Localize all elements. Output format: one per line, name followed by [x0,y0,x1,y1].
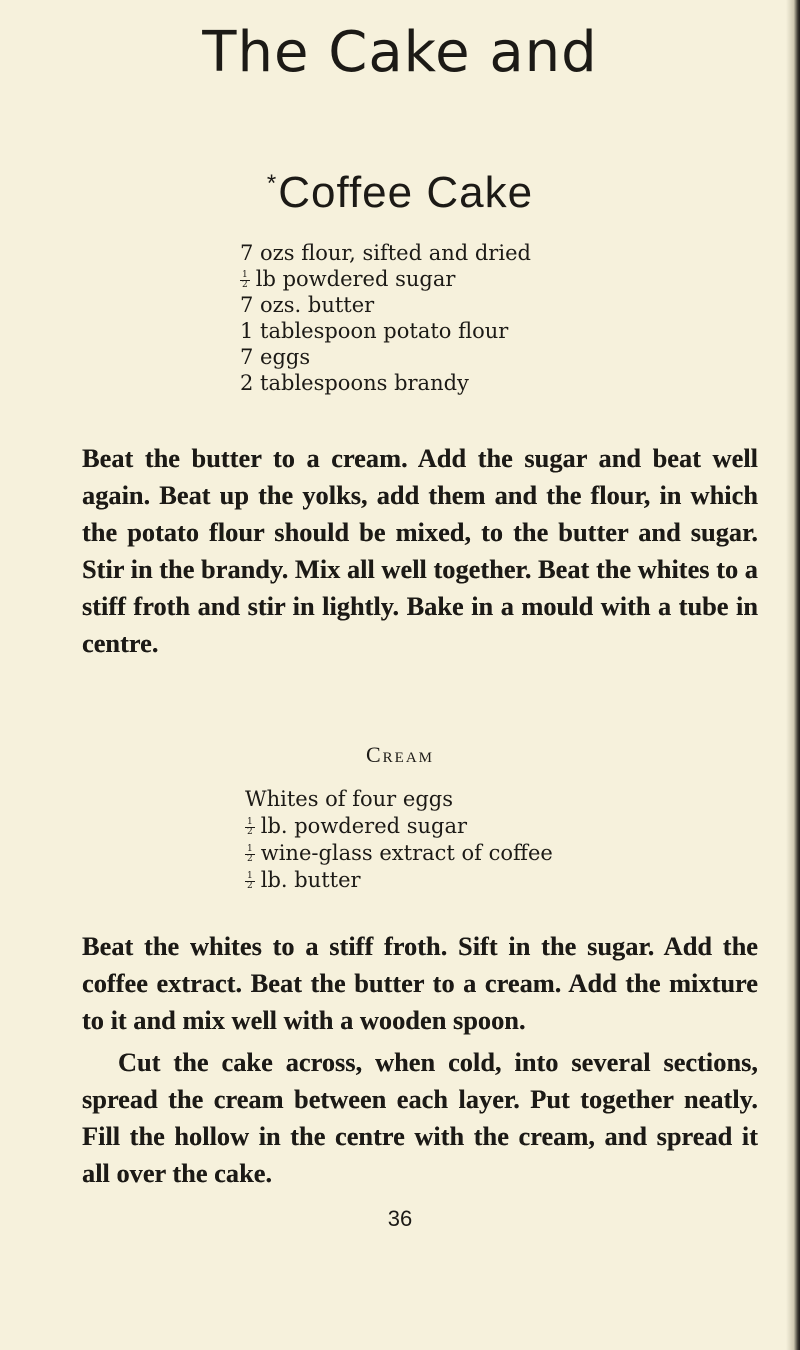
cream-ingredient-list [245,786,553,894]
ingredient-item: 2 tablespoons brandy [240,371,469,395]
cream-ingredient-item: $\frac{1}{2}$ lb. powdered sugar [247,814,468,838]
cream-ingredient-item: $\frac{1}{2}$ wine-glass extract of coffee [247,841,553,865]
ingredient-item: 7 eggs [240,345,311,369]
cream-ingredient-item: Whites of four eggs [245,787,453,811]
recipe-title [0,168,800,218]
page-number: 36 [387,1206,413,1231]
fraction: $\frac{1}{2}$ [247,817,253,837]
assembly-paragraph: Cut the cake across, when cold, into several sections, spread the cream between each layer. Put together neatly. Fill the hollow in the centre with the cream, and spread it all over the cake. [82,1047,758,1188]
recipe-title-text: Coffee Cake [278,168,534,217]
fraction: $\frac{1}{2}$ [247,844,253,864]
cream-ingredient-item: $\frac{1}{2}$ lb. butter [247,868,361,892]
footnote-asterisk: * [266,170,278,197]
fraction: $\frac{1}{2}$ [247,871,253,891]
ingredient-item: 1 tablespoon potato flour [240,319,509,343]
ingredient-list [240,240,531,396]
cream-heading: Cream [365,742,434,767]
running-head: The Cake and [202,20,598,85]
ingredient-item: 7 ozs flour, sifted and dried [240,241,531,265]
method-paragraph: Beat the butter to a cream. Add the sugar and beat well again. Beat up the yolks, add them and the flour, in which the potato flour should be mixed, to the butter and sugar. Stir in the brandy. Mix all well together. Beat the whites to a stiff froth and stir in lightly. Bake in a mould with a tube in centre. [82,443,758,658]
ingredient-item: 7 ozs. butter [240,293,375,317]
ingredient-item: $\frac{1}{2}$ lb powdered sugar [242,267,456,291]
cream-method-paragraph: Beat the whites to a stiff froth. Sift in the sugar. Add the coffee extract. Beat the butter to a cream. Add the mixture to it and mix well with a wooden spoon. [82,931,758,1035]
fraction: $\frac{1}{2}$ [242,270,248,290]
